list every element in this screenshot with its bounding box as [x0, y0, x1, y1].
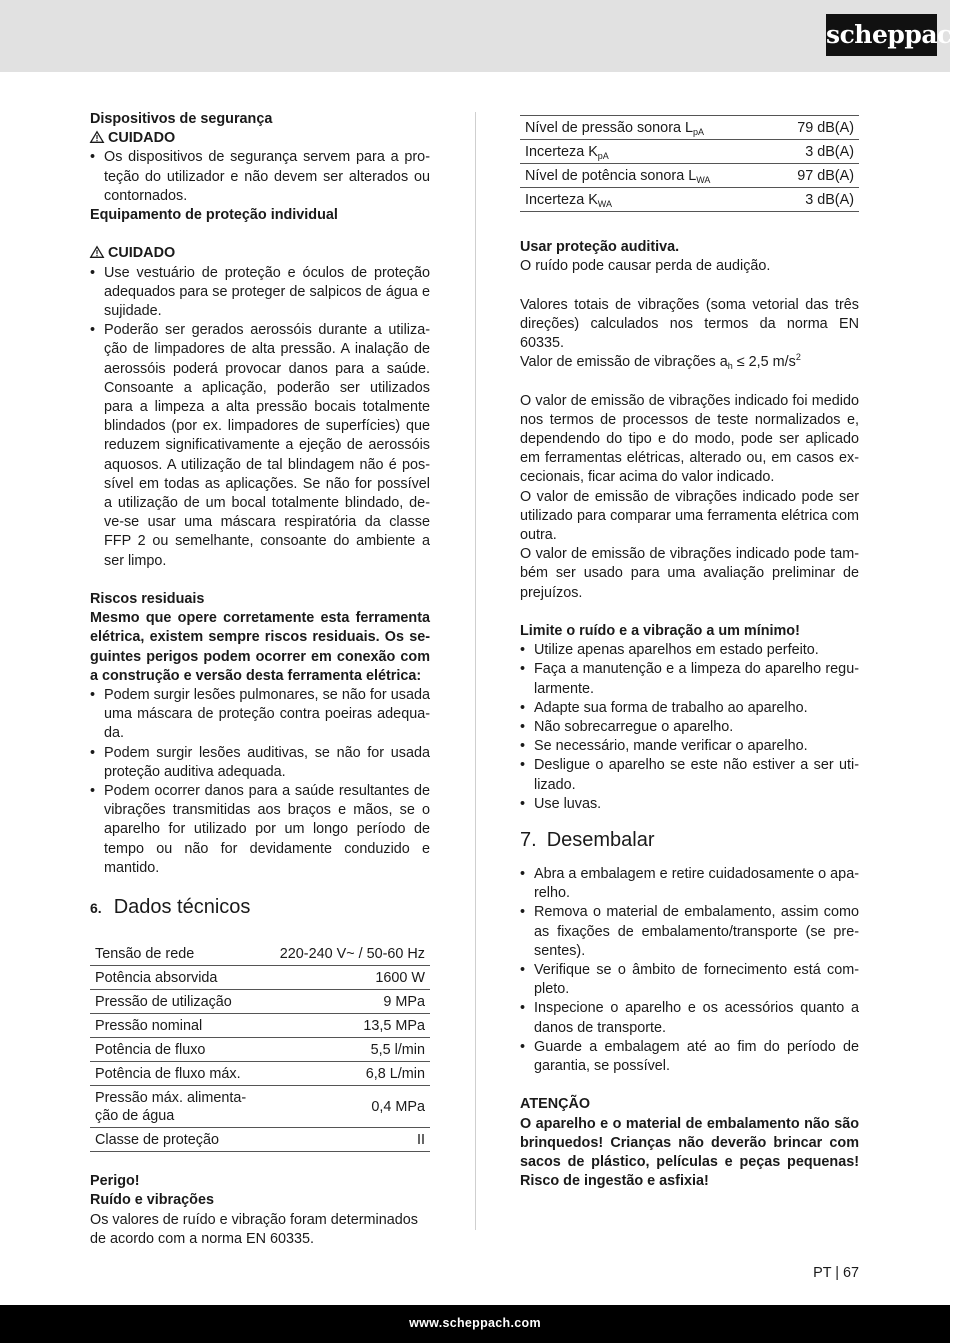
list-item: • Não sobrecarregue o aparelho.	[520, 718, 859, 737]
spec-label: Tensão de rede	[90, 942, 265, 966]
table-row	[90, 990, 430, 1014]
ppe-title: Equipamento de proteção individual	[90, 207, 338, 224]
list-item: • Guarde a embalagem até ao fim do período de garantia, se possível.	[520, 1038, 859, 1076]
caution-label	[90, 244, 430, 263]
residual-risks-title: Riscos residuais	[90, 591, 205, 608]
table-row	[90, 1014, 430, 1038]
spec-value: 0,4 MPa	[265, 1086, 430, 1128]
spec-label: Pressão máx. alimentação de água	[90, 1086, 265, 1128]
noise-label: Nível de potência sonora $L_{WA}$	[520, 164, 773, 188]
table-row	[90, 1086, 430, 1128]
footer-url: www.scheppach.com	[0, 1305, 950, 1343]
noise-value: 3 dB(A)	[773, 188, 859, 212]
spec-value: 9 MPa	[265, 990, 430, 1014]
danger-label: Perigo!	[90, 1173, 140, 1190]
page-number: PT | 67	[813, 1265, 859, 1281]
spec-value: 5,5 l/min	[265, 1038, 430, 1062]
warning-triangle-icon	[90, 131, 104, 143]
noise-value: 79 dB(A)	[773, 116, 859, 140]
list-item: • Verifique se o âmbito de fornecimento está completo.	[520, 961, 859, 999]
spec-label: Pressão de utilização	[90, 990, 265, 1014]
spec-label: Classe de proteção	[90, 1128, 265, 1152]
list-item: • Adapte sua forma de trabalho ao aparelho.	[520, 699, 859, 718]
list-item: • Abra a embalagem e retire cuidadosamente o aparelho.	[520, 865, 859, 903]
ppe-list	[90, 264, 430, 571]
section-7-heading	[520, 827, 859, 853]
table-row	[90, 942, 430, 966]
residual-risks-list	[90, 686, 430, 878]
safety-devices-title: Dispositivos de segurança	[90, 111, 273, 127]
noise-values-table	[520, 115, 859, 212]
list-item: • Os dispositivos de segurança servem para a proteção do utilizador e não devem ser alterados ou contornados.	[90, 148, 430, 206]
limit-noise-title: Limite o ruído e a vibração a um mínimo!	[520, 623, 800, 640]
header-bar	[0, 0, 950, 72]
list-item: • Inspecione o aparelho e os acessórios quanto a danos de transporte.	[520, 999, 859, 1037]
list-item: • Use luvas.	[520, 795, 859, 814]
left-column	[90, 110, 430, 1249]
noise-vibration-text: Os valores de ruído e vibração foram determinados de acordo com a norma EN 60335.	[90, 1211, 418, 1247]
safety-devices-list	[90, 148, 430, 206]
spec-value: 6,8 L/min	[265, 1062, 430, 1086]
warning-triangle-icon	[90, 246, 104, 258]
list-item: • Remova o material de embalamento, assim como as fixações de embalamento/transporte (se presentes).	[520, 903, 859, 961]
table-row	[520, 140, 859, 164]
hearing-protection-title: Usar proteção auditiva.	[520, 239, 680, 255]
list-item: • Faça a manutenção e a limpeza do aparelho regularmente.	[520, 660, 859, 698]
noise-label: Nível de pressão sonora $L_{pA}$	[520, 116, 773, 140]
list-item: • Utilize apenas aparelhos em estado perfeito.	[520, 641, 859, 660]
section-6-heading	[90, 894, 430, 921]
spec-label: Potência de fluxo máx.	[90, 1062, 265, 1086]
table-row	[520, 164, 859, 188]
unpack-list	[520, 865, 859, 1076]
table-row	[90, 1062, 430, 1086]
spec-value: 1600 W	[265, 966, 430, 990]
section-title: Dados técnicos	[113, 896, 251, 919]
brand-logo: scheppach	[826, 14, 937, 56]
section-title: Desembalar	[546, 829, 655, 852]
vibration-emission-value: Valor de emissão de vibrações $a_h \le 2,5$ $m/s^2$	[520, 352, 801, 372]
list-item: • Podem surgir lesões auditivas, se não for usada proteção auditiva adequada.	[90, 744, 430, 782]
spec-label: Potência de fluxo	[90, 1038, 265, 1062]
spec-label: Potência absorvida	[90, 966, 265, 990]
caution-text: CUIDADO	[108, 245, 176, 262]
section-number: 6.	[90, 900, 102, 917]
spec-value: 13,5 MPa	[265, 1014, 430, 1038]
list-item: • Poderão ser gerados aerossóis durante a utilização de limpadores de alta pressão. A inalação de aerossóis poderá provocar danos para a saúde. Consoante a aplicação, poderão ser utilizados para a limpeza a alta pressão bocais totalmente blindados (por ex. limpadores de superfícies) que reduzem significativamente a ejeção de aerossóis aquosos. A utilização de tal blindagem não é possível em todas as aplicações. Se não for possível a utilização de um bocal totalmente blindado, deve-se usar uma máscara respiratória da classe FFP 2 ou semelhante, consoante do ambiente a ser limpo.	[90, 321, 430, 571]
table-row	[520, 116, 859, 140]
noise-vibration-title: Ruído e vibrações	[90, 1192, 214, 1209]
section-number: 7.	[520, 829, 537, 852]
noise-label: Incerteza $K_{pA}$	[520, 140, 773, 164]
column-divider	[475, 112, 476, 1230]
table-row	[90, 966, 430, 990]
list-item: • Se necessário, mande verificar o aparelho.	[520, 737, 859, 756]
limit-noise-list	[520, 641, 859, 814]
spec-value: 220-240 V~ / 50-60 Hz	[265, 942, 430, 966]
spec-value: II	[265, 1128, 430, 1152]
vibration-total-text: Valores totais de vibrações (soma vetorial das três direções) calculados nos termos da norma EN 60335.	[520, 296, 859, 351]
spec-label: Pressão nominal	[90, 1014, 265, 1038]
table-row	[90, 1128, 430, 1152]
residual-risks-intro: Mesmo que opere corretamente esta ferramenta elétrica, existem sempre riscos residuais. Os seguintes perigos podem ocorrer em conexão com a construção e versão desta ferramenta elétrica:	[90, 610, 430, 684]
vibration-paragraph: O valor de emissão de vibrações indicado pode ser utilizado para comparar uma ferramenta elétrica com outra.	[520, 488, 859, 544]
vibration-paragraph: O valor de emissão de vibrações indicado foi medido nos termos de processos de teste normalizados e, dependendo do tipo e do modo, pode ser aplicado em ferramentas elétricas, alterado ou, em casos excecionais, ficar acima do valor indicado.	[520, 392, 859, 486]
list-item: • Podem surgir lesões pulmonares, se não for usada uma máscara de proteção contra poeiras adequada.	[90, 686, 430, 744]
hearing-protection-text: O ruído pode causar perda de audição.	[520, 258, 771, 275]
caution-label	[90, 129, 430, 148]
attention-text: O aparelho e o material de embalamento não são brinquedos! Crianças não deverão brincar com sacos de plástico, películas e peças pequenas! Risco de ingestão e asfixia!	[520, 1115, 859, 1190]
list-item: • Podem ocorrer danos para a saúde resultantes de vibrações transmitidas aos braços e mãos, se o aparelho for utilizado por um longo período de tempo ou não for devidamente conduzido e mantido.	[90, 782, 430, 878]
list-item: • Desligue o aparelho se este não estiver a ser utilizado.	[520, 756, 859, 794]
vibration-paragraph: O valor de emissão de vibrações indicado pode também ser usado para uma avaliação preliminar de prejuízos.	[520, 546, 859, 601]
list-item: • Use vestuário de proteção e óculos de proteção adequados para se proteger de salpicos de água e sujidade.	[90, 264, 430, 322]
noise-value: 97 dB(A)	[773, 164, 859, 188]
table-row	[520, 188, 859, 212]
right-column	[520, 110, 859, 1191]
noise-label: Incerteza $K_{WA}$	[520, 188, 773, 212]
attention-title: ATENÇÃO	[520, 1096, 591, 1113]
caution-text: CUIDADO	[108, 130, 176, 147]
technical-data-table	[90, 942, 430, 1152]
table-row	[90, 1038, 430, 1062]
noise-value: 3 dB(A)	[773, 140, 859, 164]
